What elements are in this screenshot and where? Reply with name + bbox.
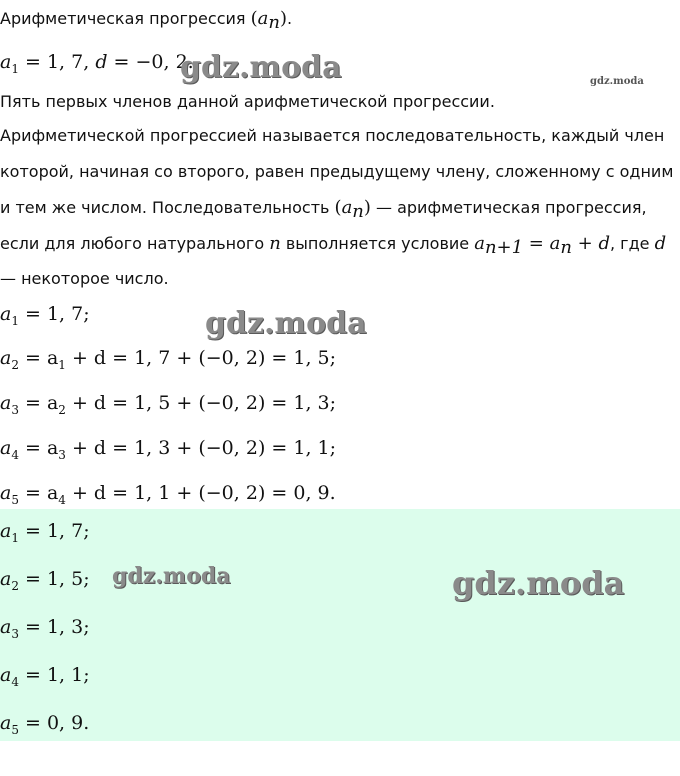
definition-line-2: которой, начиная со второго, равен предыдущему члену, сложенному с одним	[0, 162, 674, 181]
solution-step-3: $a_3 = a_2 + d = 1$, 5 + (−0, 2) = 1, 3;	[0, 392, 337, 417]
watermark-logo: gdz.moda	[112, 563, 231, 589]
page-title: Арифметическая прогрессия $(a_n)$.	[0, 8, 293, 34]
given-line: $a_1 = 1$, 7, d = −0, 2.	[0, 51, 194, 76]
watermark-small: gdz.moda	[590, 76, 644, 87]
solution-step-5: $a_5 = a_4 + d = 1$, 1 + (−0, 2) = 0, 9.	[0, 482, 336, 507]
task-text: Пять первых членов данной арифметической прогрессии.	[0, 92, 495, 111]
solution-step-1: $a_1 = 1$, 7;	[0, 303, 90, 328]
answer-box	[0, 509, 680, 741]
definition-line-3: и тем же числом. Последовательность $(a_n)$ — арифметическая прогрессия,	[0, 197, 647, 223]
watermark-logo: gdz.moda	[180, 50, 342, 85]
title-sub: n	[268, 12, 280, 34]
answer-term-5: $a_5 = 0$, 9.	[0, 712, 90, 737]
answer-term-2: $a_2 = 1$, 5;	[0, 568, 90, 593]
definition-line-1: Арифметической прогрессией называется последовательность, каждый член	[0, 126, 665, 145]
solution-step-4: $a_4 = a_3 + d = 1$, 3 + (−0, 2) = 1, 1;	[0, 437, 337, 462]
watermark-logo: gdz.moda	[452, 564, 625, 602]
title-text: Арифметическая прогрессия	[0, 9, 246, 28]
definition-line-4: если для любого натурального n выполняется условие $a_{n+1} = a_n + d$, где d	[0, 233, 667, 259]
definition-line-5: — некоторое число.	[0, 269, 169, 288]
answer-term-3: $a_3 = 1$, 3;	[0, 616, 90, 641]
watermark-logo: gdz.moda	[205, 306, 367, 341]
solution-step-2: $a_2 = a_1 + d = 1$, 7 + (−0, 2) = 1, 5;	[0, 347, 337, 372]
title-var: a	[257, 8, 269, 29]
answer-term-4: $a_4 = 1$, 1;	[0, 664, 90, 689]
answer-term-1: $a_1 = 1$, 7;	[0, 520, 90, 545]
